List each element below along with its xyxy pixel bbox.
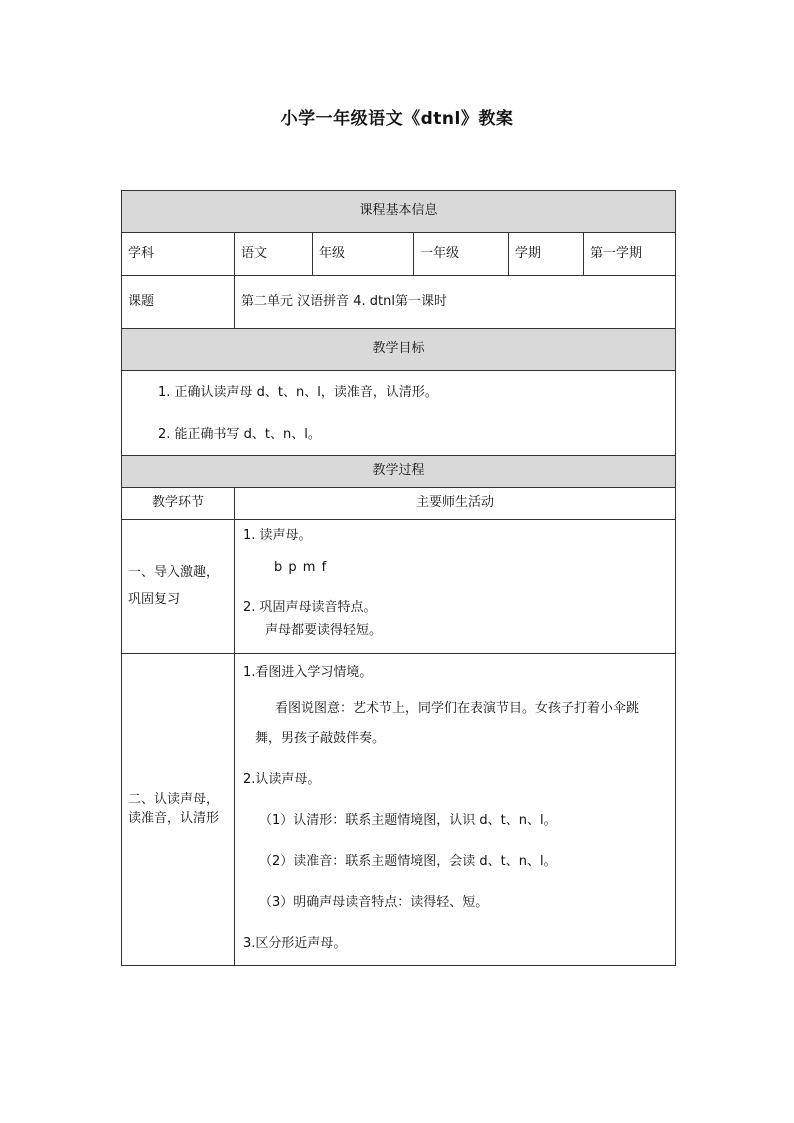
basic-info-row bbox=[122, 233, 676, 276]
stage-name-2 bbox=[122, 654, 235, 966]
stage-activities-1 bbox=[235, 520, 676, 654]
lesson-plan-table bbox=[121, 190, 676, 966]
activity-column-header: 主要师生活动 bbox=[235, 488, 676, 520]
process-header: 教学过程 bbox=[122, 456, 676, 488]
stage-row-1 bbox=[122, 520, 676, 654]
activity-line: （2）读准音：联系主题情境图，会读 d、t、n、l。 bbox=[259, 854, 557, 869]
goals-cell bbox=[122, 371, 676, 456]
basic-info-header-row bbox=[122, 191, 676, 233]
goal-item: 2. 能正确书写 d、t、n、l。 bbox=[158, 426, 321, 442]
stage-name-line: 二、认读声母， bbox=[128, 791, 220, 807]
activity-line: 2.认读声母。 bbox=[243, 772, 321, 787]
goals-header: 教学目标 bbox=[122, 329, 676, 371]
activity-line: 1.看图进入学习情境。 bbox=[243, 665, 373, 680]
stage-name-line: 一、导入激趣， bbox=[128, 564, 220, 580]
subject-label: 学科 bbox=[122, 233, 235, 276]
stage-column-header: 教学环节 bbox=[122, 488, 235, 520]
process-columns-row bbox=[122, 488, 676, 520]
goals-header-row bbox=[122, 329, 676, 371]
stage-name-line: 读准音，认清形 bbox=[128, 810, 220, 826]
activity-line: （1）认清形：联系主题情境图，认识 d、t、n、l。 bbox=[259, 813, 557, 828]
activity-line: 舞，男孩子敲鼓伴奏。 bbox=[255, 731, 386, 746]
topic-label: 课题 bbox=[122, 276, 235, 329]
activity-line: 看图说图意：艺术节上，同学们在表演节目。女孩子打着小伞跳 bbox=[275, 701, 640, 716]
goal-item: 1. 正确认读声母 d、t、n、l，读准音，认清形。 bbox=[158, 384, 438, 400]
activity-line: 3.区分形近声母。 bbox=[243, 936, 347, 951]
activity-line: （3）明确声母读音特点：读得轻、短。 bbox=[259, 895, 489, 910]
document-title: 小学一年级语文《dtnl》教案 bbox=[280, 109, 514, 129]
activity-line: 声母都要读得轻短。 bbox=[265, 623, 383, 638]
basic-info-header: 课程基本信息 bbox=[122, 191, 676, 233]
term-label: 学期 bbox=[509, 233, 584, 276]
grade-value: 一年级 bbox=[414, 233, 509, 276]
activity-line: 1. 读声母。 bbox=[243, 528, 312, 543]
stage-name-1 bbox=[122, 520, 235, 654]
activity-line: 2. 巩固声母读音特点。 bbox=[243, 600, 377, 615]
subject-value: 语文 bbox=[235, 233, 313, 276]
topic-row bbox=[122, 276, 676, 329]
goals-row bbox=[122, 371, 676, 456]
grade-label: 年级 bbox=[313, 233, 414, 276]
stage-name-line: 巩固复习 bbox=[128, 591, 181, 607]
activity-line: b p m f bbox=[274, 560, 328, 575]
topic-value: 第二单元 汉语拼音 4. dtnl第一课时 bbox=[235, 276, 676, 329]
stage-row-2 bbox=[122, 654, 676, 966]
stage-activities-2 bbox=[235, 654, 676, 966]
term-value: 第一学期 bbox=[584, 233, 676, 276]
process-header-row bbox=[122, 456, 676, 488]
